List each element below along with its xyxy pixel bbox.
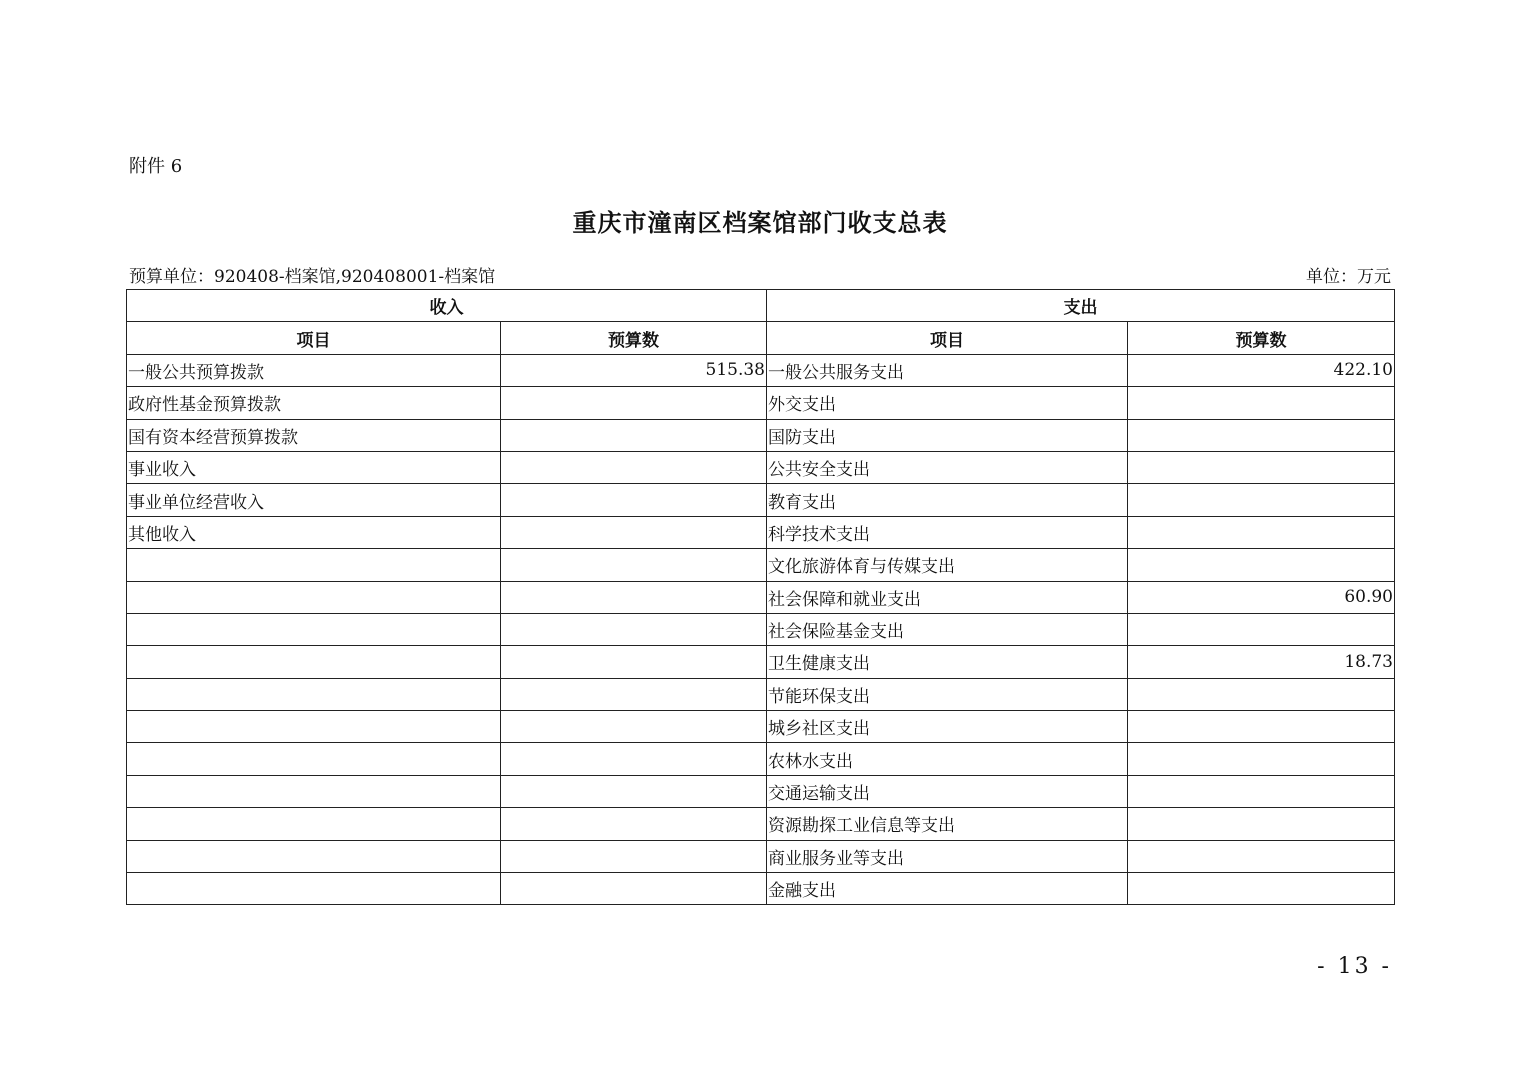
table-row <box>127 354 1395 386</box>
income-item-cell <box>127 549 501 581</box>
expense-item-cell: 科学技术支出 <box>767 516 1128 548</box>
column-header-row <box>127 322 1395 354</box>
expense-item-cell: 金融支出 <box>767 873 1128 905</box>
income-item-cell: 其他收入 <box>127 516 501 548</box>
income-amount-cell <box>501 419 767 451</box>
income-amount-cell <box>501 743 767 775</box>
expense-item-cell: 交通运输支出 <box>767 775 1128 807</box>
expense-item-cell: 社会保险基金支出 <box>767 613 1128 645</box>
expense-section-header: 支出 <box>767 290 1395 322</box>
table-row <box>127 484 1395 516</box>
income-amount-cell <box>501 840 767 872</box>
expense-amount-cell <box>1128 743 1395 775</box>
income-amount-cell <box>501 549 767 581</box>
expense-amount-cell <box>1128 613 1395 645</box>
table-row <box>127 775 1395 807</box>
expense-amount-cell <box>1128 516 1395 548</box>
table-row <box>127 549 1395 581</box>
expense-amount-cell <box>1128 484 1395 516</box>
income-amount-cell <box>501 387 767 419</box>
table-row <box>127 516 1395 548</box>
income-item-cell <box>127 678 501 710</box>
expense-item-cell: 国防支出 <box>767 419 1128 451</box>
income-amount-cell <box>501 711 767 743</box>
table-row <box>127 451 1395 483</box>
income-item-column-header: 项目 <box>127 322 501 354</box>
expense-amount-cell <box>1128 451 1395 483</box>
expense-amount-cell: 18.73 <box>1128 646 1395 678</box>
attachment-label: 附件 6 <box>129 156 183 177</box>
income-amount-cell <box>501 808 767 840</box>
expense-item-cell: 社会保障和就业支出 <box>767 581 1128 613</box>
income-item-cell <box>127 775 501 807</box>
income-item-cell <box>127 581 501 613</box>
expense-item-cell: 教育支出 <box>767 484 1128 516</box>
budget-unit-label: 预算单位：920408-档案馆,920408001-档案馆 <box>129 267 496 287</box>
income-item-cell: 政府性基金预算拨款 <box>127 387 501 419</box>
expense-item-cell: 城乡社区支出 <box>767 711 1128 743</box>
income-amount-cell <box>501 484 767 516</box>
income-item-cell <box>127 808 501 840</box>
expense-amount-cell <box>1128 711 1395 743</box>
table-row <box>127 743 1395 775</box>
expense-item-cell: 节能环保支出 <box>767 678 1128 710</box>
section-header-row <box>127 290 1395 322</box>
expense-amount-cell <box>1128 419 1395 451</box>
income-amount-cell <box>501 678 767 710</box>
table-body <box>127 354 1395 905</box>
expense-item-cell: 农林水支出 <box>767 743 1128 775</box>
income-amount-column-header: 预算数 <box>501 322 767 354</box>
income-item-cell: 事业单位经营收入 <box>127 484 501 516</box>
expense-item-cell: 商业服务业等支出 <box>767 840 1128 872</box>
income-amount-cell: 515.38 <box>501 354 767 386</box>
expense-item-cell: 外交支出 <box>767 387 1128 419</box>
expense-item-cell: 资源勘探工业信息等支出 <box>767 808 1128 840</box>
expense-amount-cell <box>1128 840 1395 872</box>
expense-amount-cell <box>1128 808 1395 840</box>
page-number: - 13 - <box>1317 954 1392 979</box>
document-title: 重庆市潼南区档案馆部门收支总表 <box>572 208 948 237</box>
expense-item-cell: 一般公共服务支出 <box>767 354 1128 386</box>
expense-item-cell: 卫生健康支出 <box>767 646 1128 678</box>
income-amount-cell <box>501 646 767 678</box>
income-amount-cell <box>501 516 767 548</box>
income-amount-cell <box>501 451 767 483</box>
income-item-cell: 事业收入 <box>127 451 501 483</box>
income-amount-cell <box>501 581 767 613</box>
expense-amount-cell <box>1128 775 1395 807</box>
table-row <box>127 419 1395 451</box>
table-row <box>127 808 1395 840</box>
table-row <box>127 646 1395 678</box>
income-item-cell <box>127 840 501 872</box>
expense-item-cell: 公共安全支出 <box>767 451 1128 483</box>
income-section-header: 收入 <box>127 290 767 322</box>
expense-amount-cell <box>1128 549 1395 581</box>
expense-amount-cell <box>1128 387 1395 419</box>
table-row <box>127 678 1395 710</box>
income-item-cell <box>127 873 501 905</box>
income-item-cell <box>127 711 501 743</box>
revenue-expenditure-table <box>126 289 1395 905</box>
income-item-cell: 一般公共预算拨款 <box>127 354 501 386</box>
income-amount-cell <box>501 613 767 645</box>
currency-unit-label: 单位：万元 <box>1306 267 1391 287</box>
expense-amount-cell: 422.10 <box>1128 354 1395 386</box>
income-item-cell <box>127 743 501 775</box>
table-row <box>127 581 1395 613</box>
income-item-cell <box>127 646 501 678</box>
income-item-cell: 国有资本经营预算拨款 <box>127 419 501 451</box>
expense-item-column-header: 项目 <box>767 322 1128 354</box>
table-row <box>127 840 1395 872</box>
table-row <box>127 711 1395 743</box>
expense-amount-cell: 60.90 <box>1128 581 1395 613</box>
table-row <box>127 387 1395 419</box>
expense-amount-cell <box>1128 678 1395 710</box>
expense-item-cell: 文化旅游体育与传媒支出 <box>767 549 1128 581</box>
income-amount-cell <box>501 775 767 807</box>
table-row <box>127 873 1395 905</box>
expense-amount-column-header: 预算数 <box>1128 322 1395 354</box>
expense-amount-cell <box>1128 873 1395 905</box>
table-row <box>127 613 1395 645</box>
income-amount-cell <box>501 873 767 905</box>
income-item-cell <box>127 613 501 645</box>
